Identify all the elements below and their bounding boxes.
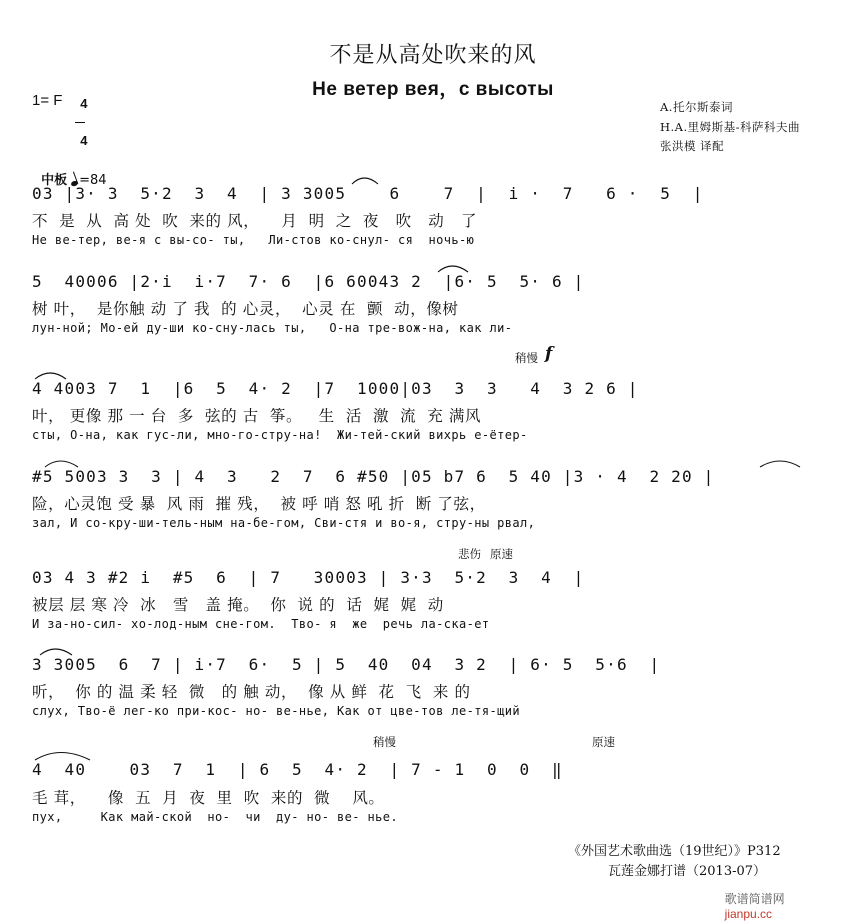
time-top: 4: [80, 96, 88, 111]
slur-2: [438, 266, 468, 272]
tempo-bpm: =84: [79, 173, 107, 188]
notes-line-2: 5 40006 |2·i i·7 7· 6 |6 60043 2 |6· 5 5· 6 |: [32, 272, 585, 291]
tempo-label: 中板: [41, 173, 68, 188]
lyric-ru-line-1: Не ве-тер, ве-я с вы-со- ты, Ли-стов ко-снул- ся ночь-ю: [32, 233, 475, 247]
lyric-ru-line-7: пух, Как май-ской но- чи ду- но- ве- нье.: [32, 810, 398, 824]
marking-original-tempo-1: 原速: [490, 547, 513, 561]
notes-line-3: 4 4003 7 1 |6 5 4· 2 |7 1000|03 3 3 4 3 2 6 |: [32, 379, 639, 398]
lyric-ru-line-4: зал, И со-кру-ши-тель-ным на-бе-гом, Сви-стя и во-я, стру-ны рвал,: [32, 516, 536, 530]
slur-4: [45, 461, 78, 467]
notes-line-4: #5 5003 3 3 | 4 3 2 7 6 #50 |05 b7 6 5 40 |3 · 4 2 20 |: [32, 467, 715, 486]
lyric-ru-line-6: слух, Тво-ё лег-ко при-кос- но- ве-нье, Как от цве-тов ле-тя-щий: [32, 704, 520, 718]
lyric-cn-line-4: 险，心灵饱 受 暴 风 雨 摧 残， 被 呼 哨 怒 吼 折 断 了弦，: [32, 495, 486, 513]
time-bottom: 4: [80, 133, 88, 148]
key-signature: 1= F: [32, 92, 63, 109]
title-russian: Не ветер вея，с высоты: [312, 79, 554, 100]
marking-slower-2: 稍慢: [373, 735, 396, 749]
notes-line-7: 4 40 03 7 1 | 6 5 4· 2 | 7 - 1 0 0 ‖: [32, 760, 563, 779]
lyric-cn-line-7: 毛 茸， 像 五 月 夜 里 吹 来的 微 风。: [32, 789, 385, 807]
notes-line-6: 3 3005 6 7 | i·7 6· 5 | 5 40 04 3 2 | 6· 5 5·6 |: [32, 655, 661, 674]
marking-original-tempo-2: 原速: [592, 735, 615, 749]
credit-composer: H.A.里姆斯基-科萨科夫曲: [660, 120, 801, 134]
slur-7: [35, 753, 90, 761]
title-chinese: 不是从高处吹来的风: [329, 43, 537, 68]
credit-translator: 张洪模 译配: [660, 139, 725, 153]
lyric-cn-line-1: 不 是 从 高 处 吹 来的 风， 月 明 之 夜 吹 动 了: [32, 212, 478, 230]
lyric-cn-line-2: 树 叶， 是你触 动 了 我 的 心灵， 心灵 在 颤 动，像树: [32, 300, 459, 318]
dynamic-forte: f: [545, 344, 553, 364]
marking-slower-1: 稍慢: [515, 351, 538, 365]
lyric-cn-line-3: 叶， 更像 那 一 台 多 弦的 古 筝。 生 活 激 流 充 满风: [32, 407, 482, 425]
lyric-cn-line-6: 听， 你 的 温 柔 轻 微 的 触 动， 像 从 鲜 花 飞 来 的: [32, 683, 471, 701]
notes-line-5: 03 4 3 #2 i #5 6 | 7 30003 | 3·3 5·2 3 4 |: [32, 568, 585, 587]
lyric-ru-line-2: лун-ной; Мо-ей ду-ши ко-сну-лась ты, О-на тре-вож-на, как ли-: [32, 321, 513, 335]
notes-line-1: 03 |3· 3 5·2 3 4 | 3 3005 6 7 | i · 7 6 · 5 |: [32, 184, 704, 203]
slur-3: [35, 373, 66, 379]
slur-5: [760, 461, 800, 467]
source-citation: 《外国艺术歌曲选（19世纪）》P312: [568, 844, 781, 859]
lyric-cn-line-5: 被层 层 寒 冷 冰 雪 盖 掩。 你 说 的 话 娓 娓 动: [32, 596, 444, 614]
marking-sad: 悲伤: [458, 547, 481, 561]
credit-lyricist: A.托尔斯泰词: [660, 100, 733, 114]
lyric-ru-line-5: И за-но-сил- хо-лод-ным сне-гом. Тво- я же речь ла-ска-ет: [32, 617, 490, 631]
watermark-site: 歌谱简谱网: [724, 892, 785, 906]
arranger-credit: 瓦莲金娜打谱（2013-07）: [608, 864, 767, 879]
slur-6: [40, 649, 72, 655]
lyric-ru-line-3: сты, О-на, как гус-ли, мно-го-стру-на! Жи-тей-ский вихрь е-ётер-: [32, 428, 528, 442]
watermark-domain: jianpu.cc: [724, 907, 773, 921]
slur-1: [352, 178, 378, 184]
